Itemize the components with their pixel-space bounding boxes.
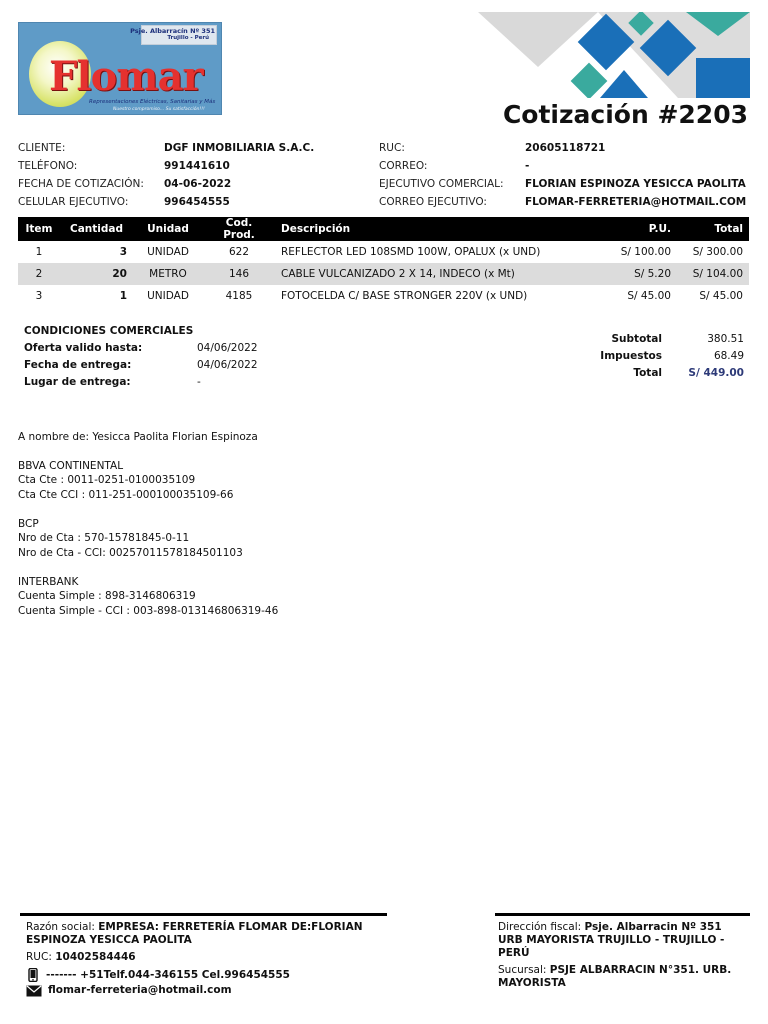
correo-ejecutivo-value: FLOMAR-FERRETERIA@HOTMAIL.COM	[525, 196, 747, 208]
cell-pu: S/ 5.20	[597, 263, 677, 285]
logo-brand: Flomar	[49, 53, 203, 100]
interbank-cta: Cuenta Simple : 898-3146806319	[18, 590, 196, 602]
cell-unidad: UNIDAD	[147, 246, 189, 258]
cell-cod-prod: 146	[203, 263, 275, 285]
footer-ruc-label: RUC:	[26, 951, 56, 963]
correo-ejecutivo-label: CORREO EJECUTIVO:	[379, 196, 487, 208]
bcp-cta: Nro de Cta : 570-15781845-0-11	[18, 532, 190, 544]
bbva-title: BBVA CONTINENTAL	[18, 460, 124, 472]
col-header-cantidad: Cantidad	[60, 217, 133, 241]
ejecutivo-label: EJECUTIVO COMERCIAL:	[379, 178, 504, 190]
footer-email[interactable]: flomar-ferreteria@hotmail.com	[48, 984, 232, 996]
footer-email-row	[26, 984, 381, 997]
interbank-cci: Cuenta Simple - CCI : 003-898-013146806319-46	[18, 605, 279, 617]
cell-total: S/ 300.00	[692, 246, 743, 258]
conditions-title: CONDICIONES COMERCIALES	[24, 325, 194, 337]
entrega-value: 04/06/2022	[197, 359, 258, 371]
bcp-cci: Nro de Cta - CCI: 00257011578184501103	[18, 547, 243, 559]
total-label: Total	[633, 367, 662, 379]
footer-right	[495, 913, 750, 994]
grey-triangle	[478, 12, 598, 67]
razon-social	[26, 921, 381, 947]
mobile-phone-icon	[26, 968, 40, 982]
razon-social-label: Razón social:	[26, 921, 99, 933]
cell-pu: S/ 45.00	[627, 290, 671, 302]
cell-cantidad: 1	[119, 290, 127, 302]
correo-value: -	[525, 160, 530, 172]
direccion-fiscal	[498, 921, 747, 960]
table-row	[18, 285, 749, 307]
subtotal-value: 380.51	[707, 333, 744, 345]
logo-tagline: Representaciones Eléctricas, Sanitarias y Más	[89, 99, 216, 105]
interbank-title: INTERBANK	[18, 576, 79, 588]
cell-total: S/ 45.00	[699, 290, 743, 302]
bcp-title: BCP	[18, 518, 39, 530]
cliente-label: CLIENTE:	[18, 142, 66, 154]
footer-phone: ------- +51Telf.044-346155 Cel.996454555	[46, 968, 290, 981]
entrega-label: Fecha de entrega:	[24, 359, 132, 371]
oferta-value: 04/06/2022	[197, 342, 258, 354]
telefono-label: TELÉFONO:	[18, 160, 78, 172]
blue-triangle	[600, 70, 648, 98]
footer-left	[20, 913, 387, 997]
telefono-value: 991441610	[164, 160, 230, 172]
bank-account-holder: A nombre de: Yesicca Paolita Florian Espinoza	[18, 431, 258, 443]
oferta-label: Oferta valido hasta:	[24, 342, 143, 354]
direccion-value: Psje. Albarracin Nº 351 URB MAYORISTA TRUJILLO - TRUJILLO - PERÚ	[498, 921, 725, 959]
page-title: Cotización #2203	[502, 100, 748, 129]
logo-address-line1: Psje. Albarracín Nº 351	[130, 27, 215, 35]
col-header-total: Total	[677, 217, 749, 241]
cell-unidad: UNIDAD	[147, 290, 189, 302]
footer-phone-row	[26, 968, 381, 982]
fecha-label: FECHA DE COTIZACIÓN:	[18, 178, 144, 190]
cell-item: 1	[35, 246, 43, 258]
subtotal-label: Subtotal	[611, 333, 662, 345]
cell-cantidad: 20	[60, 263, 133, 285]
cell-total: S/ 104.00	[677, 263, 749, 285]
ejecutivo-value: FLORIAN ESPINOZA YESICCA PAOLITA	[525, 178, 746, 190]
logo-address-line2: Trujillo - Perú	[167, 35, 209, 41]
fecha-value: 04-06-2022	[164, 178, 232, 190]
envelope-icon	[26, 985, 42, 997]
direccion-label: Dirección fiscal:	[498, 921, 585, 933]
cell-descripcion: CABLE VULCANIZADO 2 X 14, INDECO (x Mt)	[275, 263, 597, 285]
col-header-item: Item	[18, 217, 60, 241]
teal-diamond-2	[571, 63, 608, 98]
celular-label: CELULAR EJECUTIVO:	[18, 196, 129, 208]
cliente-value: DGF INMOBILIARIA S.A.C.	[164, 142, 315, 154]
col-header-pu: P.U.	[597, 217, 677, 241]
impuestos-label: Impuestos	[600, 350, 662, 362]
cell-cod-prod: 4185	[225, 290, 253, 302]
cell-item: 2	[18, 263, 60, 285]
ruc-label: RUC:	[379, 142, 405, 154]
footer-ruc-value: 10402584446	[55, 951, 136, 963]
cell-cantidad: 3	[119, 246, 127, 258]
col-header-descripcion: Descripción	[275, 217, 597, 241]
col-header-cod-prod: Cod. Prod.	[203, 217, 275, 241]
sucursal-value: PSJE ALBARRACIN N°351. URB. MAYORISTA	[498, 964, 732, 989]
cell-descripcion: FOTOCELDA C/ BASE STRONGER 220V (x UND)	[281, 290, 528, 302]
items-table	[18, 217, 749, 307]
correo-label: CORREO:	[379, 160, 428, 172]
celular-value: 996454555	[164, 196, 230, 208]
cell-cod-prod: 622	[228, 246, 250, 258]
cell-item: 3	[35, 290, 43, 302]
footer-ruc	[26, 951, 381, 964]
cell-descripcion: REFLECTOR LED 108SMD 100W, OPALUX (x UND)	[281, 246, 541, 258]
table-header-row	[18, 217, 749, 241]
blue-block	[696, 58, 750, 98]
table-row	[18, 263, 749, 285]
table-row	[18, 241, 749, 263]
logo-slogan: Nuestro compromiso... Su satisfacción!!!	[113, 107, 205, 112]
bbva-cta-cte: Cta Cte : 0011-0251-0100035109	[18, 474, 196, 486]
total-value: S/ 449.00	[688, 367, 744, 379]
impuestos-value: 68.49	[713, 350, 744, 362]
company-logo	[18, 22, 222, 115]
lugar-label: Lugar de entrega:	[24, 376, 131, 388]
cell-pu: S/ 100.00	[620, 246, 671, 258]
ruc-value: 20605118721	[525, 142, 606, 154]
cell-unidad: METRO	[133, 263, 203, 285]
razon-social-value: EMPRESA: FERRETERÍA FLOMAR DE:FLORIAN ESPINOZA YESICCA PAOLITA	[26, 921, 363, 946]
decorative-shapes	[478, 12, 750, 98]
bbva-cci: Cta Cte CCI : 011-251-000100035109-66	[18, 489, 234, 501]
col-header-unidad: Unidad	[133, 217, 203, 241]
lugar-value: -	[197, 376, 201, 388]
sucursal-label: Sucursal:	[498, 964, 550, 976]
sucursal	[498, 964, 747, 990]
